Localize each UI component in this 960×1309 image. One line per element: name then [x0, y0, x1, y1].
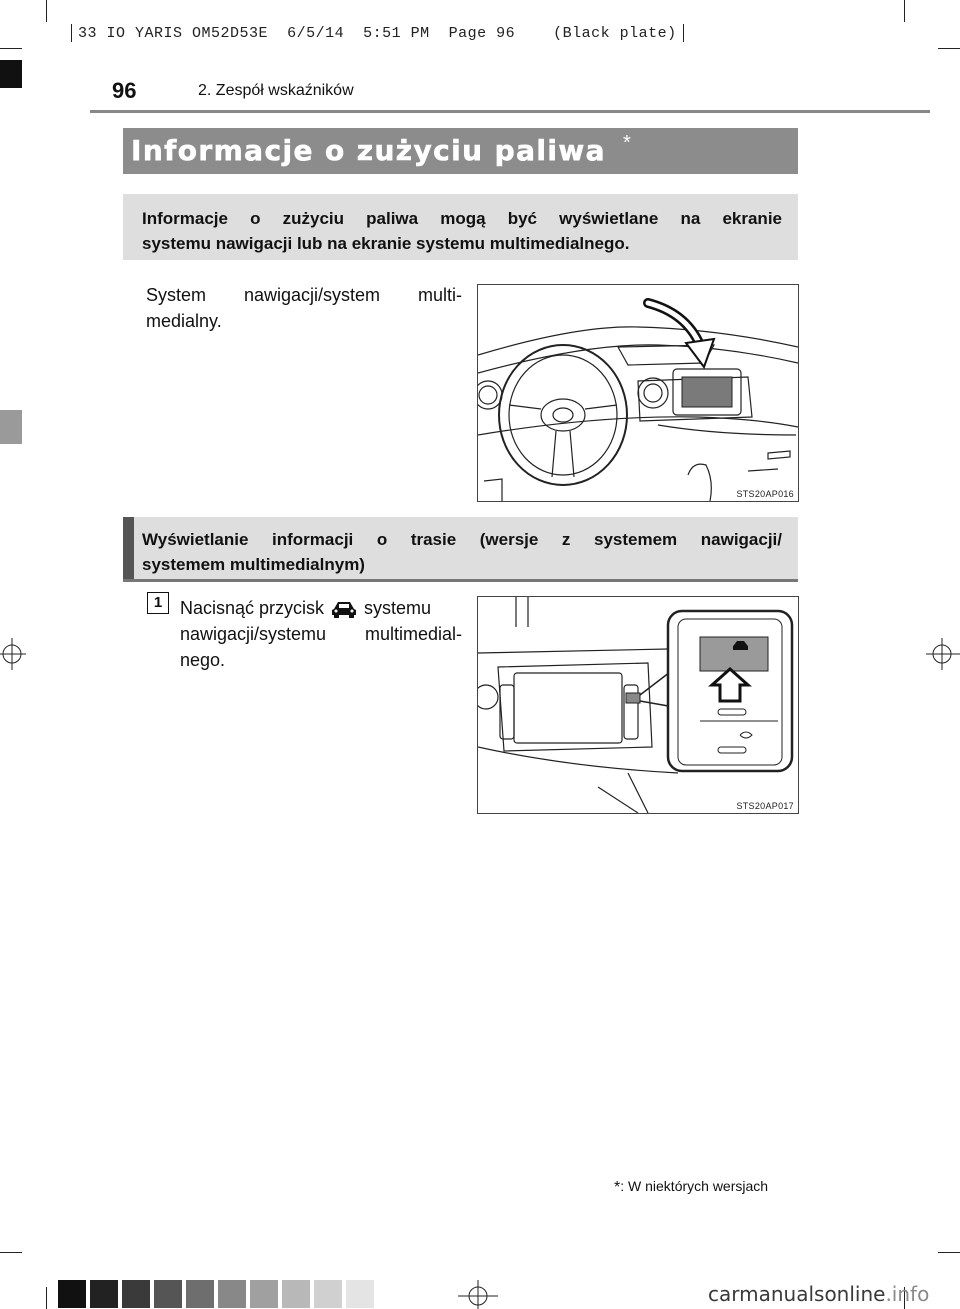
figure-code: STS20AP016 [736, 489, 794, 499]
intro-line-2: systemu nawigacji lub na ekranie systemu multimedialnego. [142, 234, 630, 253]
slug-time: 5:51 PM [363, 25, 430, 42]
intro-line-1: Informacje o zużyciu paliwa mogą być wyświetlane na ekranie [142, 209, 782, 228]
step-line-1 [180, 595, 462, 621]
slug-date: 6/5/14 [287, 25, 345, 42]
section-title: 2. Zespół wskaźników [198, 82, 354, 99]
step-text-after: systemu [364, 598, 432, 618]
figure-multimedia-panel [477, 596, 799, 814]
body-line-2: medialny. [146, 311, 222, 331]
color-swatch [282, 1280, 310, 1308]
slug-page: Page 96 [448, 25, 516, 42]
section-heading-line-1: Wyświetlanie informacji o trasie (wersje z systemem nawigacji/ [142, 530, 782, 549]
registration-mark-icon [456, 1280, 500, 1309]
header-rule [90, 110, 930, 113]
color-swatch [314, 1280, 342, 1308]
section-heading-box [123, 517, 798, 582]
section-accent-bar [123, 517, 134, 579]
color-swatch [154, 1280, 182, 1308]
color-swatch [250, 1280, 278, 1308]
page-number: 96 [112, 78, 137, 103]
title-asterisk: * [623, 132, 631, 154]
body-line-1: System nawigacji/system multi- [146, 285, 462, 305]
watermark-suffix: .info [885, 1282, 930, 1306]
page-title: Informacje o zużyciu paliwa [131, 134, 606, 167]
figure-dashboard [477, 284, 799, 502]
crop-mark [938, 1252, 960, 1253]
color-swatch [218, 1280, 246, 1308]
color-swatch [186, 1280, 214, 1308]
chapter-index-tab [0, 410, 22, 444]
color-swatch [90, 1280, 118, 1308]
crop-mark [0, 1252, 22, 1253]
section-heading-line-2: systemem multimedialnym) [142, 555, 365, 574]
footnote-text: : W niektórych wersjach [620, 1178, 769, 1194]
crop-mark [0, 48, 22, 49]
step-line-2: nawigacji/systemu multimedial- [180, 624, 462, 644]
watermark-main: carmanualsonline [708, 1282, 886, 1306]
crop-mark [938, 48, 960, 49]
footnote [614, 1178, 768, 1197]
step-line-3: nego. [180, 650, 226, 670]
footnote-asterisk: * [614, 1179, 621, 1196]
multimedia-panel-illustration-icon [478, 597, 798, 813]
crop-mark [904, 0, 905, 22]
car-button-icon [330, 599, 358, 619]
registration-mark-icon [0, 634, 26, 674]
slug-id: 33 IO YARIS OM52D53E [78, 25, 269, 42]
watermark [708, 1282, 929, 1306]
figure-code: STS20AP017 [736, 801, 794, 811]
print-slug [46, 4, 690, 42]
crop-mark [46, 1287, 47, 1309]
color-swatch [346, 1280, 374, 1308]
intro-box [123, 194, 798, 260]
step-text-before: Nacisnąć przycisk [180, 598, 325, 618]
step-number: 1 [147, 592, 169, 614]
car-dashboard-illustration-icon [478, 285, 798, 501]
page-title-bar [123, 128, 798, 174]
color-swatch [58, 1280, 86, 1308]
color-swatch [122, 1280, 150, 1308]
chapter-tab [0, 60, 22, 88]
slug-plate: (Black plate) [553, 25, 677, 42]
registration-mark-icon [926, 634, 960, 674]
